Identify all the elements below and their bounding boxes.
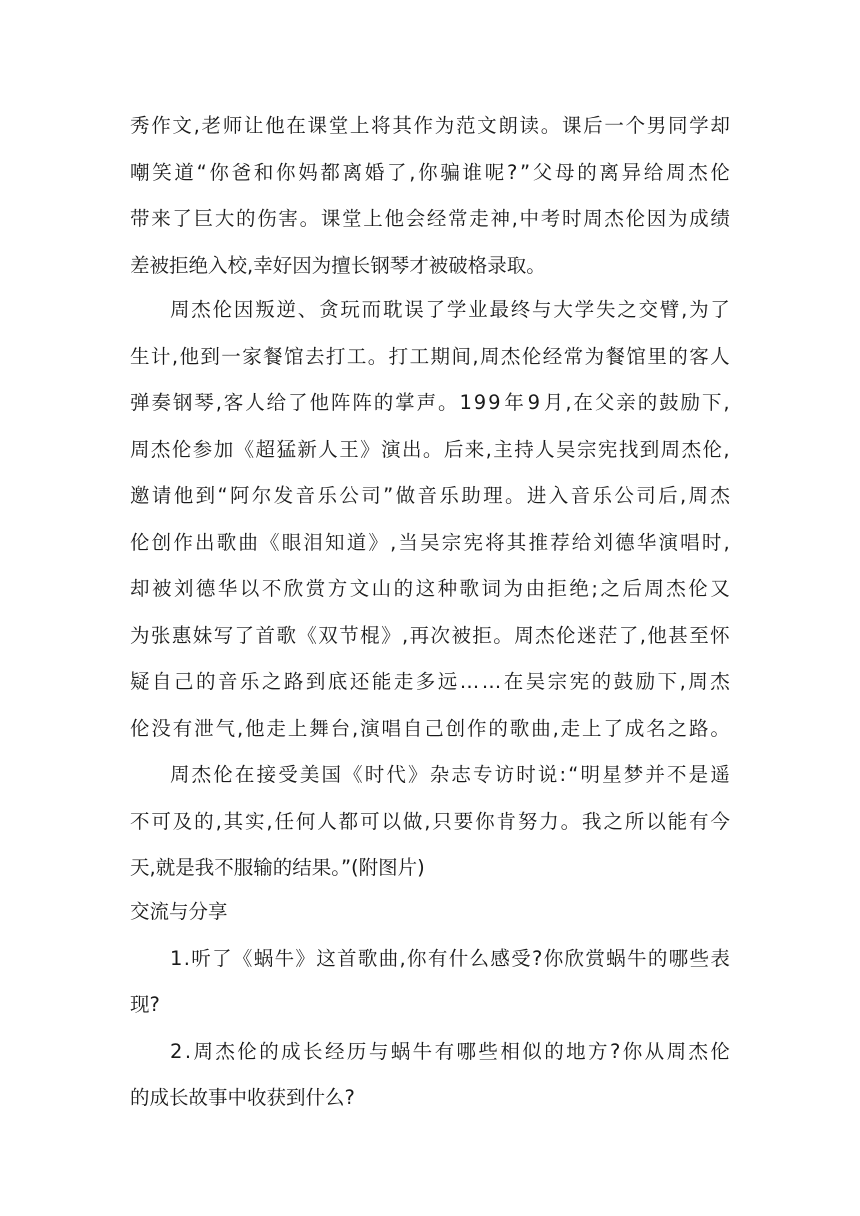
paragraph-2-line-4: 周 杰 伦 参 加 《 超 猛 新 人 王 》 演 出 。 后 来 , 主 持 人 吴 宗 宪 找 到 周 杰 伦 , xyxy=(130,438,730,461)
paragraph-2-line-9: 疑 自 己 的 音 乐 之 路 到 底 还 能 走 多 远 … … 在 吴 宗 宪 的 鼓 励 下 , 周 杰 xyxy=(130,670,730,693)
paragraph-2-line-2: 生 计 , 他 到 一 家 餐 馆 去 打 工 。 打 工 期 间 , 周 杰 伦 经 常 为 餐 馆 里 的 客 人 xyxy=(130,345,730,368)
paragraph-2-line-6: 伦 创 作 出 歌 曲 《 眼 泪 知 道 》 , 当 吴 宗 宪 将 其 推 荐 给 刘 德 华 演 唱 时 , xyxy=(130,531,730,554)
question-2-line-1: 2 . 周 杰 伦 的 成 长 经 历 与 蜗 牛 有 哪 些 相 似 的 地 方 ? 你 从 周 杰 伦 xyxy=(170,1040,730,1063)
paragraph-1-line-3: 带 来 了 巨 大 的 伤 害 。 课 堂 上 他 会 经 常 走 神 , 中 考 时 周 杰 伦 因 为 成 绩 xyxy=(130,207,730,230)
paragraph-3-line-3: 天,就是我不服输的结果。”(附图片) xyxy=(130,856,425,879)
paragraph-2-line-1: 周 杰 伦 因 叛 逆 、 贪 玩 而 耽 误 了 学 业 最 终 与 大 学 失 之 交 臂 , 为 了 xyxy=(170,298,730,321)
paragraph-2-line-7: 却 被 刘 德 华 以 不 欣 赏 方 文 山 的 这 种 歌 词 为 由 拒 绝 ; 之 后 周 杰 伦 又 xyxy=(130,577,730,600)
paragraph-2-line-10: 伦 没 有 泄 气 , 他 走 上 舞 台 , 演 唱 自 己 创 作 的 歌 曲 , 走 上 了 成 名 之 路 。 xyxy=(130,717,730,740)
paragraph-2-line-3: 弹 奏 钢 琴 , 客 人 给 了 他 阵 阵 的 掌 声 。 1 9 9 年 9 月 , 在 父 亲 的 鼓 励 下 , xyxy=(130,391,730,414)
paragraph-3-line-1: 周 杰 伦 在 接 受 美 国 《 时 代 》 杂 志 专 访 时 说 : “ 明 星 梦 并 不 是 遥 xyxy=(170,763,730,786)
section-heading: 交流与分享 xyxy=(130,900,228,923)
question-2-line-2: 的成长故事中收获到什么? xyxy=(130,1086,355,1109)
paragraph-1-line-2: 嘲 笑 道 “ 你 爸 和 你 妈 都 离 婚 了 , 你 骗 谁 呢 ? ” 父 母 的 离 异 给 周 杰 伦 xyxy=(130,161,730,184)
question-1-line-2: 现? xyxy=(130,993,160,1016)
paragraph-2-line-8: 为 张 惠 妹 写 了 首 歌 《 双 节 棍 》 , 再 次 被 拒 。 周 杰 伦 迷 茫 了 , 他 甚 至 怀 xyxy=(130,624,730,647)
paragraph-3-line-2: 不 可 及 的 , 其 实 , 任 何 人 都 可 以 做 , 只 要 你 肯 努 力 。 我 之 所 以 能 有 今 xyxy=(130,810,730,833)
question-1-line-1: 1 . 听 了 《 蜗 牛 》 这 首 歌 曲 , 你 有 什 么 感 受 ? 你 欣 赏 蜗 牛 的 哪 些 表 xyxy=(170,947,730,970)
paragraph-1-line-1: 秀 作 文 , 老 师 让 他 在 课 堂 上 将 其 作 为 范 文 朗 读 。 课 后 一 个 男 同 学 却 xyxy=(130,114,730,137)
paragraph-2-line-5: 邀 请 他 到 “ 阿 尔 发 音 乐 公 司 ” 做 音 乐 助 理 。 进 入 音 乐 公 司 后 , 周 杰 xyxy=(130,484,730,507)
paragraph-1-line-4: 差被拒绝入校,幸好因为擅长钢琴才被破格录取。 xyxy=(130,254,546,277)
